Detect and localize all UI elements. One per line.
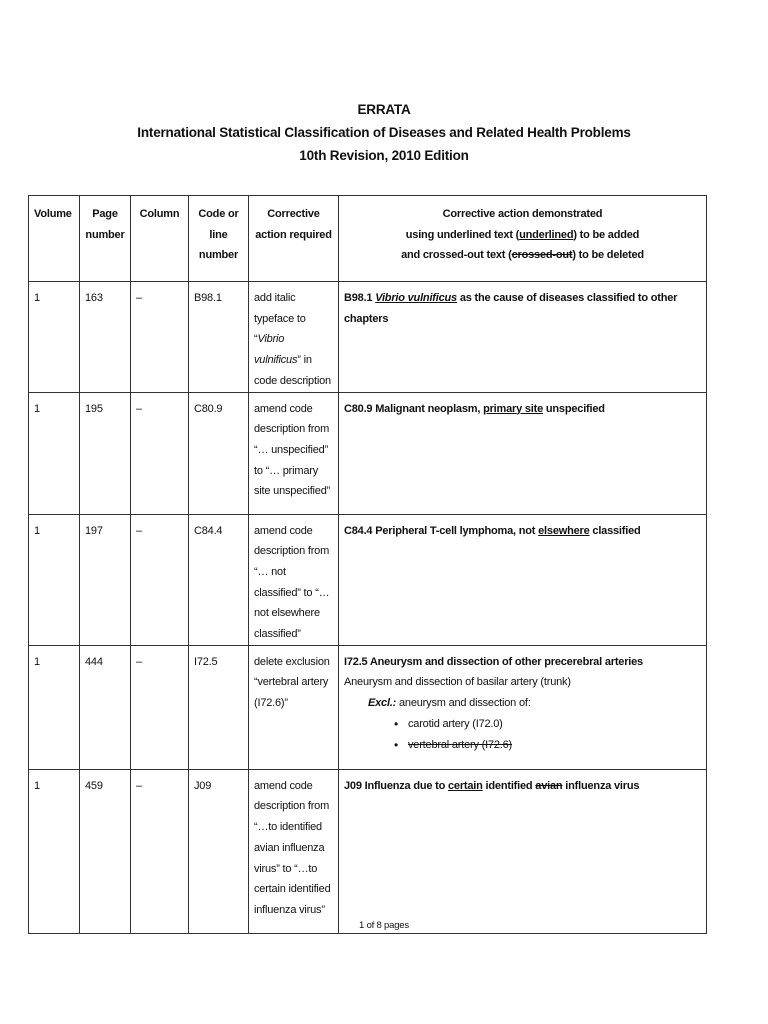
demo-text: influenza virus <box>562 779 640 792</box>
cell-column: – <box>131 645 189 769</box>
demo-deleted-text: vertebral artery (I72.6) <box>408 738 513 751</box>
column-header-volume: Volume <box>29 196 80 282</box>
demo-text: C80.9 Malignant neoplasm, <box>344 402 484 415</box>
table-row <box>29 645 707 769</box>
required-text: add italic typeface to “ <box>254 292 306 346</box>
header-demonstrated-line3 <box>344 245 701 266</box>
cell-demonstrated <box>339 645 707 769</box>
cell-demonstrated <box>339 282 707 393</box>
header-demonstrated-line1: Corrective action demonstrated <box>442 208 603 220</box>
table-row <box>29 769 707 933</box>
header-underlined-sample: underlined <box>519 228 574 241</box>
column-header-column: Column <box>131 196 189 282</box>
cell-page: 197 <box>80 514 131 645</box>
table-row <box>29 514 707 645</box>
cell-required: delete exclusion “vertebral artery (I72.6)” <box>249 645 339 769</box>
cell-code: B98.1 <box>189 282 249 393</box>
document-header <box>0 98 768 167</box>
cell-column: – <box>131 514 189 645</box>
header-text: ) to be deleted <box>572 249 644 262</box>
list-item <box>398 735 701 756</box>
cell-required: amend code description from “…to identified avian influenza virus” to “…to certain identified influenza virus” <box>249 769 339 933</box>
required-italic: Vibrio vulnificus <box>254 333 298 367</box>
demo-text: J09 Influenza due to <box>344 779 448 792</box>
cell-column: – <box>131 392 189 514</box>
header-text: ) to be added <box>573 228 640 241</box>
cell-page: 163 <box>80 282 131 393</box>
page-indicator: 1 of 8 pages <box>359 920 409 931</box>
column-header-corrective-required: Corrective action required <box>249 196 339 282</box>
demo-code: B98.1 <box>344 292 373 304</box>
demo-deleted-text: avian <box>535 779 563 792</box>
demo-added-text: primary site <box>483 402 544 415</box>
cell-required <box>249 282 339 393</box>
column-header-page-number: Page number <box>80 196 131 282</box>
cell-page: 444 <box>80 645 131 769</box>
cell-demonstrated <box>339 392 707 514</box>
header-crossed-out-sample: crossed-out <box>511 249 573 262</box>
demo-added-text: Vibrio vulnificus <box>375 292 457 304</box>
page-title: ERRATA <box>357 102 411 117</box>
demo-text: classified <box>589 524 641 537</box>
column-header-corrective-demonstrated <box>339 196 707 282</box>
cell-code: J09 <box>189 769 249 933</box>
demo-text: as the cause of diseases classified to other chapters <box>344 292 678 325</box>
cell-code: I72.5 <box>189 645 249 769</box>
table-header-row <box>29 196 707 282</box>
required-text: ” in code description <box>254 354 331 387</box>
column-header-code-or-line: Code or line number <box>189 196 249 282</box>
cell-code: C80.9 <box>189 392 249 514</box>
demo-text: C84.4 Peripheral T-cell lymphoma, not <box>344 524 539 537</box>
header-demonstrated-line2 <box>344 225 701 246</box>
exclusion-list <box>344 714 701 755</box>
demo-added-text: elsewhere <box>538 524 590 537</box>
errata-table <box>28 195 707 934</box>
cell-column: – <box>131 282 189 393</box>
demo-added-text: certain <box>448 779 483 792</box>
exclusion-line <box>344 693 701 714</box>
exclusion-text: aneurysm and dissection of: <box>396 697 531 710</box>
cell-volume: 1 <box>29 769 80 933</box>
cell-volume: 1 <box>29 514 80 645</box>
list-item: • carotid artery (I72.0) <box>398 714 701 735</box>
cell-code: C84.4 <box>189 514 249 645</box>
cell-volume: 1 <box>29 282 80 393</box>
cell-demonstrated <box>339 514 707 645</box>
cell-column: – <box>131 769 189 933</box>
demo-text: identified <box>482 779 536 792</box>
demo-line: Aneurysm and dissection of basilar artery (trunk) <box>344 676 571 689</box>
header-text: and crossed-out text ( <box>401 249 512 262</box>
cell-page: 459 <box>80 769 131 933</box>
cell-demonstrated <box>339 769 707 933</box>
exclusion-label: Excl.: <box>368 697 397 710</box>
demo-text: unspecified <box>543 402 605 415</box>
table-row <box>29 392 707 514</box>
table-row <box>29 282 707 393</box>
document-subtitle: International Statistical Classification of Diseases and Related Health Problems <box>137 125 631 140</box>
cell-required: amend code description from “… unspecified” to “… primary site unspecified” <box>249 392 339 514</box>
document-edition: 10th Revision, 2010 Edition <box>299 148 469 163</box>
cell-volume: 1 <box>29 645 80 769</box>
cell-required: amend code description from “… not classified” to “…not elsewhere classified” <box>249 514 339 645</box>
header-text: using underlined text ( <box>405 228 520 241</box>
cell-page: 195 <box>80 392 131 514</box>
demo-title: I72.5 Aneurysm and dissection of other precerebral arteries <box>344 655 643 668</box>
cell-volume: 1 <box>29 392 80 514</box>
